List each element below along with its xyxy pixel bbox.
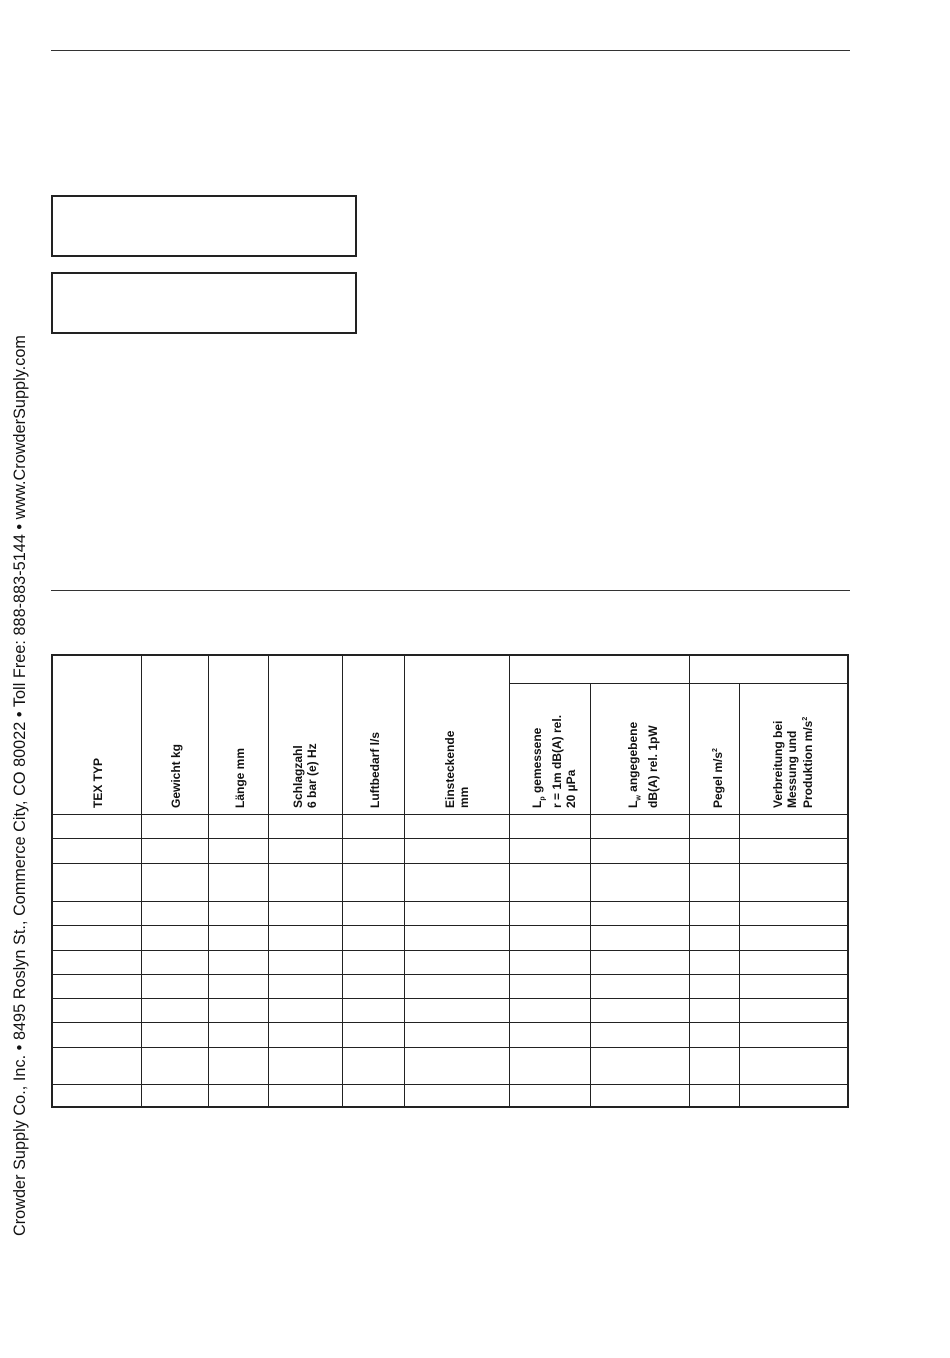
col-header-luftbedarf: Luftbedarf l/s — [368, 731, 382, 808]
col-header-schlagzahl: Schlagzahl 6 bar (e) Hz — [291, 743, 319, 808]
specification-table — [51, 654, 849, 1108]
header-bottom-line — [53, 814, 849, 815]
blank-field-box-1 — [51, 195, 357, 257]
col-divider — [739, 683, 740, 1108]
col-header-einsteckende: Einsteckende mm — [443, 730, 471, 808]
row-line — [53, 974, 849, 975]
group-header-line — [509, 683, 849, 684]
col-divider — [141, 656, 142, 1108]
col-header-gewicht: Gewicht kg — [169, 743, 183, 808]
top-rule — [51, 50, 850, 51]
col-header-pegel: Pegel $m/s^2$ — [711, 748, 725, 808]
col-divider — [342, 656, 343, 1108]
col-divider — [590, 683, 591, 1108]
row-line — [53, 1084, 849, 1085]
col-header-verbreitung: Verbreitung bei Messung und Produktion $m/s^2$ — [771, 716, 815, 808]
row-line — [53, 998, 849, 999]
col-header-laenge: Länge mm — [233, 747, 247, 808]
vendor-address: Crowder Supply Co., Inc. • 8495 Roslyn St., Commerce City, CO 80022 • Toll Free: 888-883-5144 • www.CrowderSupply.com — [11, 335, 29, 1236]
row-line — [53, 1022, 849, 1023]
col-header-tex-typ: TEX TYP — [91, 757, 105, 808]
col-header-lw-angegebene: $L_w$ angegebene dB(A) rel. 1pW — [626, 721, 661, 808]
row-line — [53, 1047, 849, 1048]
col-divider — [689, 656, 690, 1108]
col-divider — [509, 656, 510, 1108]
row-line — [53, 838, 849, 839]
blank-field-box-2 — [51, 272, 357, 334]
col-divider — [208, 656, 209, 1108]
col-divider — [404, 656, 405, 1108]
col-divider — [268, 656, 269, 1108]
col-header-lp-gemessene: $L_p$ gemessene r = 1m dB(A) rel. 20 µPa — [530, 714, 579, 808]
section-rule — [51, 590, 850, 591]
row-line — [53, 925, 849, 926]
row-line — [53, 901, 849, 902]
row-line — [53, 950, 849, 951]
row-line — [53, 863, 849, 864]
